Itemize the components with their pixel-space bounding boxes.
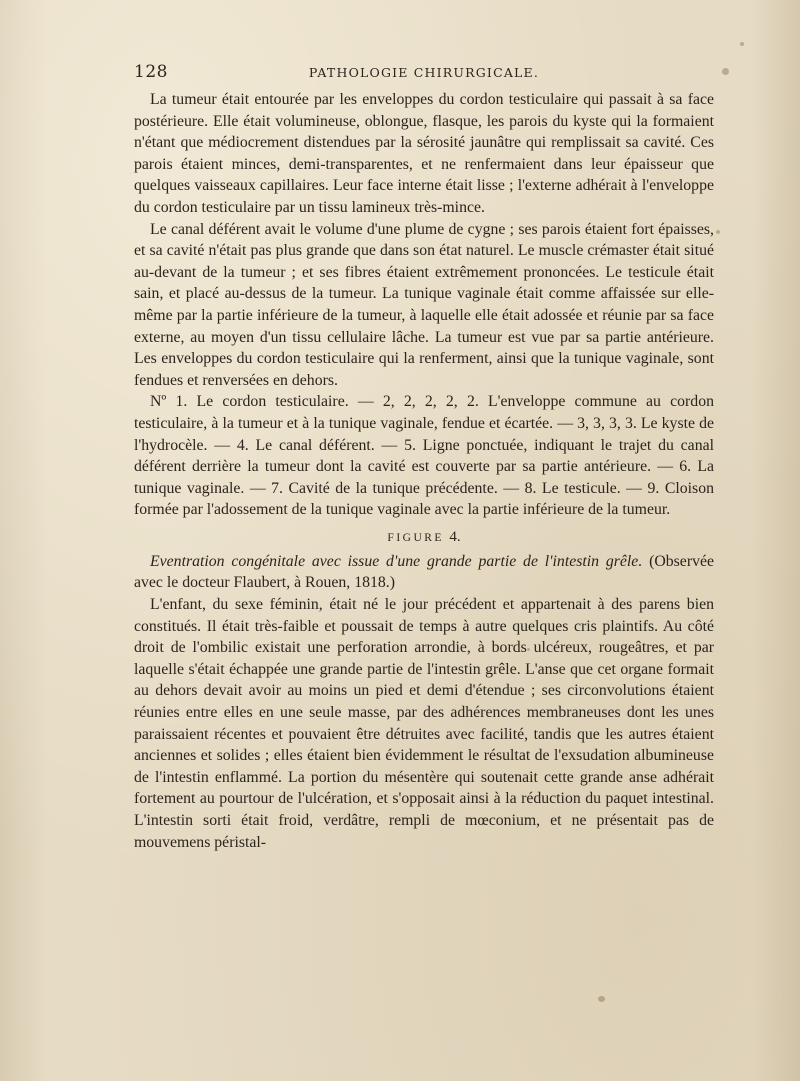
foxing-spot xyxy=(722,68,729,75)
foxing-spot xyxy=(598,996,605,1002)
figure-heading xyxy=(134,530,714,545)
body-text xyxy=(134,89,714,853)
caption-title: Eventration congénitale avec issue d'une grande partie de l'intestin grêle. xyxy=(150,552,643,570)
caption-rest: (Observée avec le docteur Flaubert, à Rouen, 1818.) xyxy=(134,552,715,592)
page-number: 128 xyxy=(134,62,168,82)
figure-caption xyxy=(134,551,714,594)
paragraph-tumeur: La tumeur était entourée par les enveloppes du cordon testiculaire qui passait à sa face postérieure. Elle était volumineuse, oblongue, flasque, les parois du kyste qui la formaient n'étant que médiocrement distendues par la sérosité jaunâtre qui remplissait sa cavité. Ces parois étaient minces, demi-transparentes, et ne renfermaient dans leur épaisseur que quelques vaisseaux capillaires. Leur face interne était lisse ; l'externe adhérait à l'enveloppe du cordon testiculaire par un tissu lamineux très-mince. xyxy=(134,91,714,216)
paragraph-canal-deferent: Le canal déférent avait le volume d'une plume de cygne ; ses parois étaient fort épaisses, et sa cavité n'était pas plus grande que dans son état naturel. Le muscle crémaster était situé au-devant de la tumeur ; et ses fibres étaient extrêmement prononcées. Le testicule était sain, et placé au-dessus de la tumeur. La tunique vaginale était comme affaissée sur elle-même par la partie inférieure de la tumeur, à laquelle elle était adossée et réunie par sa face externe, au moyen d'un tissu cellulaire lâche. La tumeur est vue par sa partie antérieure. Les enveloppes du cordon testiculaire qui la renferment, ainsi que la tunique vaginale, sont fendues et renversées en dehors. xyxy=(134,220,714,389)
running-title: PATHOLOGIE CHIRURGICALE. xyxy=(308,65,540,80)
paragraph-enfant: L'enfant, du sexe féminin, était né le jour précédent et appartenait à des parens bien constitués. Il était très-faible et poussait de temps à autre quelques cris plaintifs. Au côté droit de l'ombilic existait une perforation arrondie, à bords ulcéreux, rougeâtres, et par laquelle s'était échappée une grande partie de l'intestin grêle. L'anse que cet organe formait au dehors devait avoir au moins un pied et demi d'étendue ; ses circonvolutions étaient réunies entre elles en une seule masse, par des adhérences membraneuses dont les unes paraissaient récentes et pouvaient être détruites avec facilité, tandis que les autres étaient anciennes et solides ; elles étaient bien évidemment le résultat de l'exsudation albumineuse de l'intestin enflammé. La portion du mésentère qui soutenait cette grande anse adhérait fortement au pourtour de l'ulcération, et s'opposait ainsi à la réduction du paquet intestinal. L'intestin sorti était froid, verdâtre, rempli de mœconium, et ne présentait pas de mouvemens péristal- xyxy=(134,596,714,851)
foxing-spot xyxy=(527,648,530,651)
figure-label: FIGURE xyxy=(387,531,444,544)
paragraph-legend: Nº 1. Le cordon testiculaire. — 2, 2, 2, 2, 2. L'enveloppe commune au cordon testiculaire, à la tumeur et à la tunique vaginale, fendue et écartée. — 3, 3, 3, 3. Le kyste de l'hydrocèle. — 4. Le canal déférent. — 5. Ligne ponctuée, indiquant le trajet du canal déférent derrière la tumeur dont la cavité est couverte par sa partie antérieure. — 6. La tunique vaginale. — 7. Cavité de la tunique précédente. — 8. Le testicule. — 9. Cloison formée par l'adossement de la tunique vaginale avec la partie inférieure de la tumeur. xyxy=(134,393,714,519)
figure-number: 4. xyxy=(449,528,461,545)
page-header xyxy=(134,62,714,84)
foxing-spot xyxy=(716,230,720,234)
foxing-spot xyxy=(740,42,744,46)
